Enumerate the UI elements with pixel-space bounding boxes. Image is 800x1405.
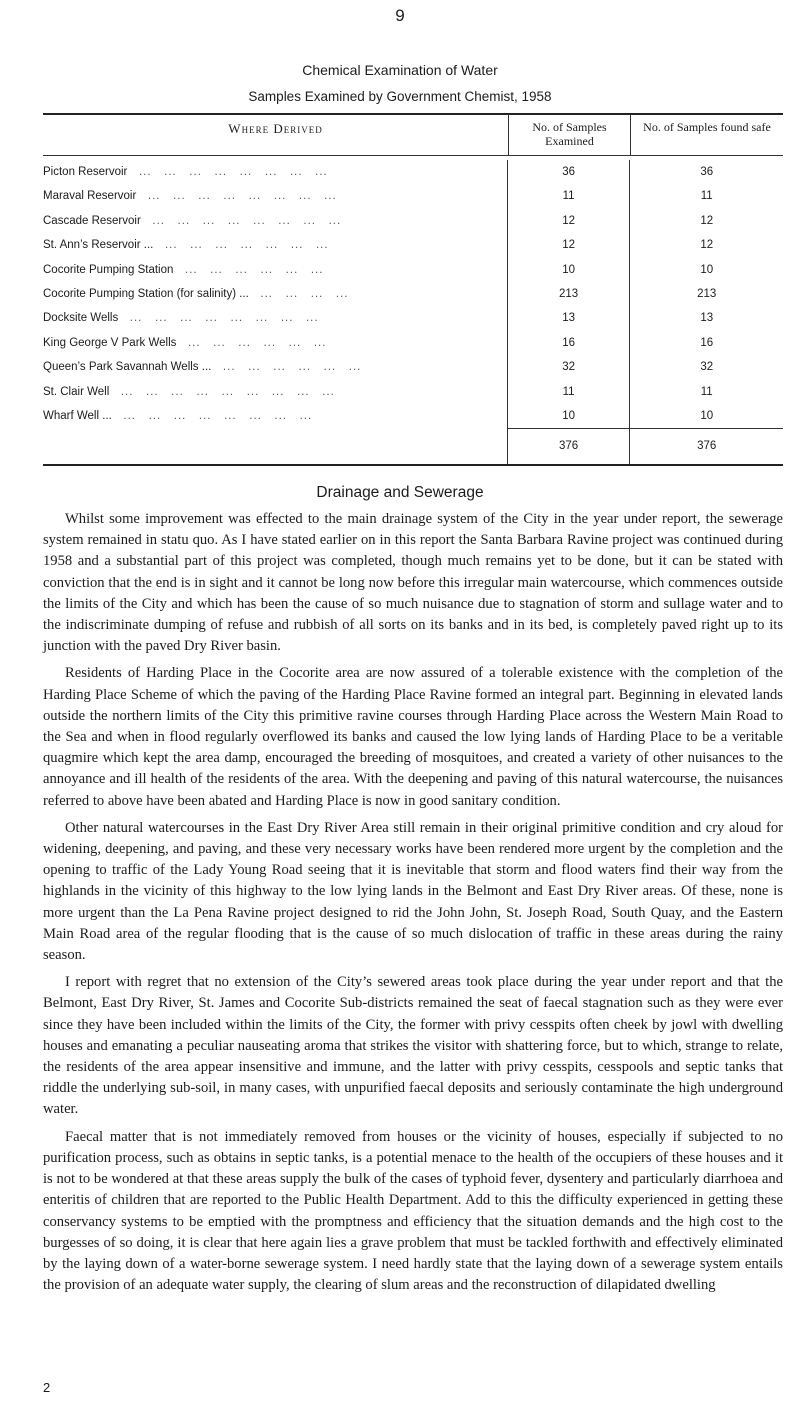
dot-leader: ... ... ... ... ... ... ... [156, 239, 329, 252]
paragraph: I report with regret that no extension of the City’s sewered areas took place during the year under report and that the Belmont, East Dry River, St. James and Cocorite Sub-districts remained the seat of faecal stagnation such as they were ever since they have been included within the limits of the City, the former with privy cesspits often cheek by jowl with dwelling houses and emanating a peculiar nauseating aroma that strikes the visitor with shattering force, but to which, strange to relate, the residents of the area appear insensitive and immune, and the latter with privy cesspits, cesspools and septic tanks that riddle the underlying sub-soil, in many cases, with unpurified faecal deposits and seriously contaminate the high underground water. [43, 974, 783, 1118]
header-where-derived: Where Derived [228, 121, 323, 136]
table-title: Chemical Examination of Water [302, 62, 498, 78]
table-row [43, 184, 783, 208]
page-number: 9 [395, 6, 405, 25]
row-examined: 11 [507, 184, 630, 208]
dot-leader: ... ... ... ... ... ... ... ... [130, 166, 328, 178]
row-location: Cocorite Pumping Station [43, 263, 174, 276]
row-examined: 12 [507, 233, 630, 257]
paragraph: Residents of Harding Place in the Cocorite area are now assured of a tolerable existence with the completion of the Harding Place Scheme of which the paving of the Harding Place Ravine formed an integral part. Beginning in elevated lands outside the northern limits of the City this primitive ravine courses through Harding Place across the Western Main Road to the Sea and when in flood regularly overflowed its banks and caused the low lying lands of Harding Place to be a veritable quagmire which kept the area damp, encouraged the breeding of mosquitoes, and created a variety of other nuisances to the annoyance and ill health of the residents of the area. With the deepening and paving of this natural watercourse, the nuisances referred to above have been abated and Harding Place is now in good sanitary condition. [43, 665, 783, 809]
water-samples-table [43, 113, 783, 466]
row-safe: 16 [629, 331, 783, 355]
dot-leader: ... ... ... ... ... ... ... ... [121, 312, 319, 325]
paragraph: Other natural watercourses in the East Dry River Area still remain in their original primitive condition and cry aloud for widening, deepening, and paving, and these very necessary works have been rendered more urgent by the completion and the opening to traffic of the Lady Young Road seeing that it is inevitable that storm and flood waters find their way from the highlands in the vicinity of this highway to the low lying lands in the Belmont and East Dry River areas. Of these, none is more urgent than the La Pena Ravine project designed to rid the John John, St. Joseph Road, South Quay, and the Eastern Main Road area of the regular flooding that is the cause of so much dislocation of traffic in these areas during the rainy season. [43, 819, 783, 964]
table-row [43, 209, 783, 233]
total-safe: 376 [629, 428, 783, 464]
dot-leader: ... ... ... ... ... ... ... ... [115, 409, 313, 422]
dot-leader: ... ... ... ... [252, 287, 349, 300]
row-safe: 12 [629, 233, 783, 257]
row-location: King George V Park Wells [43, 336, 177, 349]
row-examined: 10 [507, 258, 630, 282]
row-safe: 13 [629, 306, 783, 330]
row-safe: 11 [629, 184, 783, 208]
table-row [43, 233, 783, 257]
dot-leader: ... ... ... ... ... ... ... ... [144, 214, 342, 227]
header-samples-examined: No. of Samples Examined [508, 115, 630, 155]
row-safe: 32 [629, 355, 783, 379]
row-location: Maraval Reservoir [43, 190, 137, 203]
row-location: Queen’s Park Savannah Wells ... [43, 361, 212, 374]
table-row [43, 306, 783, 330]
table-header-row [43, 115, 783, 156]
row-examined: 213 [507, 282, 630, 306]
paragraph: Whilst some improvement was effected to the main drainage system of the City in the year under report, the sewerage system remained in statu quo. As I have stated earlier on in this report the Santa Barbara Ravine project was continued during 1958 and a substantial part of this project was completed, though much remains yet to be done, but it can be stated with conviction that the end is in sight and it cannot be long now before this irregular main watercourse, which commences outside the limits of the City and which has been the cause of so much nuisance due to stagnation of storm and sullage water and to the indiscriminate dumping of refuse and rubbish of all sorts on its banks and in its bed, is completely paved right up to its junction with the paved Dry River basin. [43, 511, 783, 655]
table-row [43, 282, 783, 306]
table-subtitle: Samples Examined by Government Chemist, 1958 [248, 89, 552, 104]
table-total-row [43, 428, 783, 464]
row-location: St. Ann’s Reservoir ... [43, 239, 154, 252]
dot-leader: ... ... ... ... ... ... [179, 336, 327, 349]
row-examined: 11 [507, 380, 630, 404]
row-location: Wharf Well ... [43, 409, 112, 422]
dot-leader: ... ... ... ... ... ... ... ... ... [112, 385, 335, 398]
table-row [43, 331, 783, 355]
total-examined: 376 [507, 428, 630, 464]
row-location: Cocorite Pumping Station (for salinity) ... [43, 287, 249, 300]
row-location: Cascade Reservoir [43, 214, 141, 227]
table-row [43, 355, 783, 379]
body-text [43, 509, 783, 1302]
dot-leader: ... ... ... ... ... ... ... ... [139, 190, 337, 203]
row-examined: 16 [507, 331, 630, 355]
paragraph: Faecal matter that is not immediately removed from houses or the vicinity of houses, especially if subjected to no purification process, such as obtains in septic tanks, is a potential menace to the health of the occupiers of these houses and it is not to be wondered at that these areas supply the bulk of the cases of typhoid fever, dysentery and particularly diarrhoea and enteritis of children that are reported to the Public Health Department. Add to this the difficulty experienced in getting these conservancy systems to be emptied with the promptness and efficiency that the situation demands and the high cost to the burgesses of so doing, it is clear that here again lies a grave problem that must be tackled forthwith and effectively eliminated by the laying down of a water-borne sewerage system. I need hardly state that the laying down of a sewerage system entails the provision of an adequate water supply, the clearing of slum areas and the reconstruction of dilapidated dwelling [43, 1128, 783, 1294]
table-row [43, 160, 783, 184]
row-safe: 10 [629, 258, 783, 282]
section-heading: Drainage and Sewerage [316, 484, 484, 501]
table-row [43, 258, 783, 282]
row-safe: 10 [629, 404, 783, 428]
row-safe: 36 [629, 160, 783, 184]
table-row [43, 404, 783, 428]
row-location: Picton Reservoir [43, 166, 128, 178]
row-examined: 32 [507, 355, 630, 379]
row-safe: 11 [629, 380, 783, 404]
row-safe: 213 [629, 282, 783, 306]
dot-leader: ... ... ... ... ... ... [176, 263, 324, 276]
dot-leader: ... ... ... ... ... ... [214, 361, 362, 374]
row-location: Docksite Wells [43, 312, 119, 325]
row-examined: 13 [507, 306, 630, 330]
row-safe: 12 [629, 209, 783, 233]
row-examined: 12 [507, 209, 630, 233]
table-row [43, 380, 783, 404]
footer-page-number: 2 [43, 1380, 51, 1395]
row-examined: 10 [507, 404, 630, 428]
row-examined: 36 [507, 160, 630, 184]
header-samples-safe: No. of Samples found safe [630, 115, 783, 155]
row-location: St. Clair Well [43, 385, 110, 398]
